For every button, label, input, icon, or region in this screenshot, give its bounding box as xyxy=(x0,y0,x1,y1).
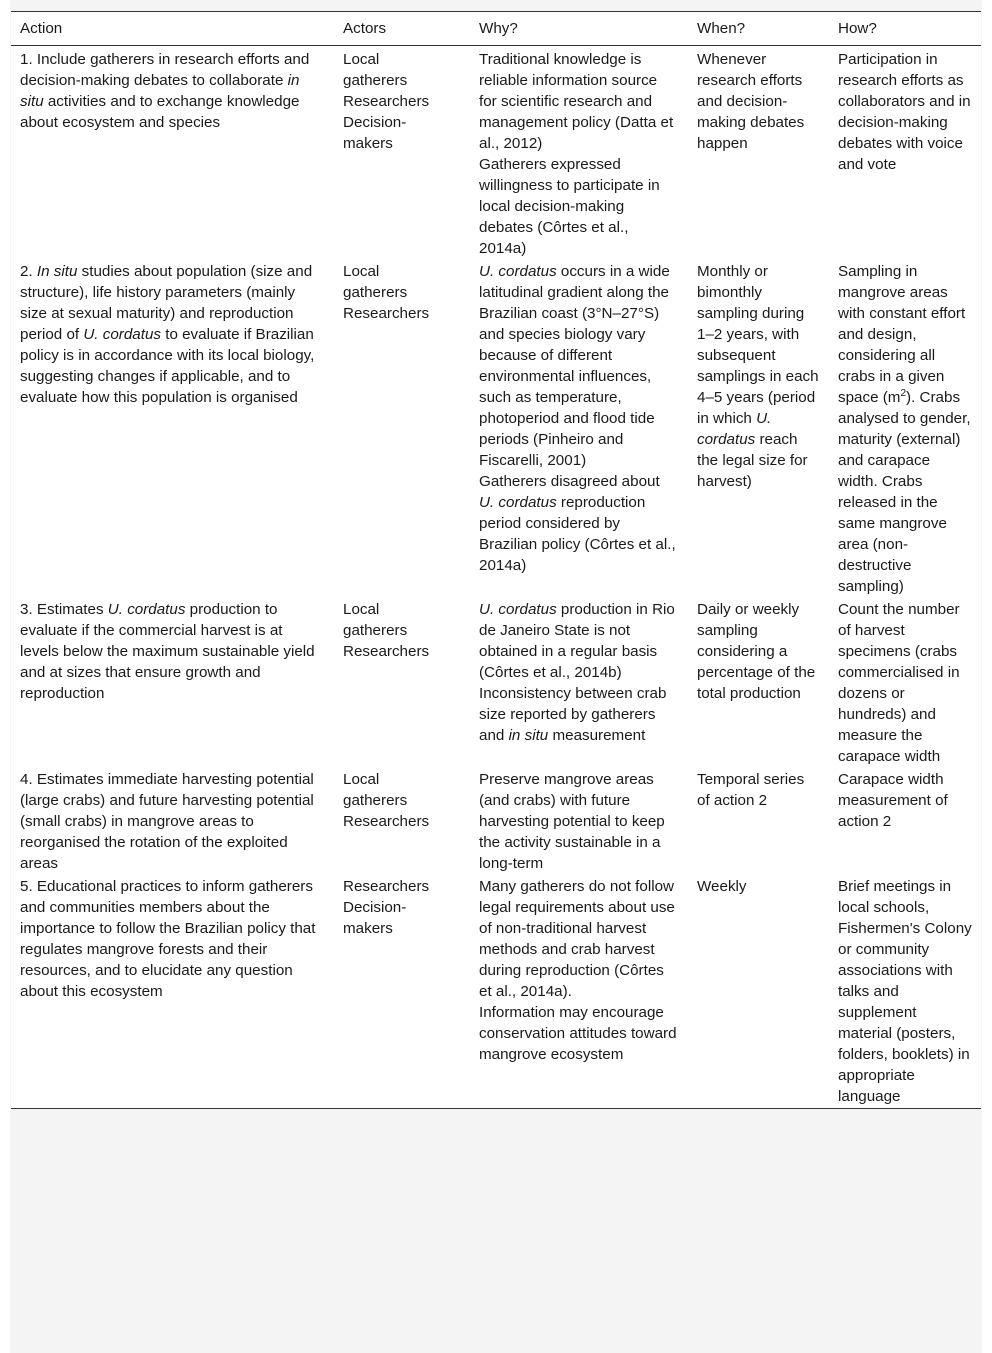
table-row xyxy=(11,260,981,598)
header-when: When? xyxy=(688,12,829,46)
cell-when: Temporal series of action 2 xyxy=(697,771,805,809)
header-actors: Actors xyxy=(334,12,470,46)
cell-actors: Local gatherers Researchers xyxy=(343,771,430,830)
cell-actors: Local gatherers Researchers Decision- makers xyxy=(343,51,430,152)
cell-when: Monthly or bimonthly sampling during 1–2 years, with subsequent samplings in each 4–5 years (period in which U. cordatus reach the legal size for harvest) xyxy=(697,263,819,490)
cell-when: Daily or weekly sampling considering a percentage of the total production xyxy=(697,601,816,702)
header-action: Action xyxy=(11,12,334,46)
header-row xyxy=(11,12,981,46)
cell-actors: Local gatherers Researchers xyxy=(343,601,430,660)
cell-action: 1. Include gatherers in research efforts and decision-making debates to collaborate in situ activities and to exchange knowledge about ecosystem and species xyxy=(20,51,310,131)
cell-why: Many gatherers do not follow legal requirements about use of non-traditional harvest methods and crab harvest during reproduction (Côrtes et al., 2014a). Information may encourage conservation attitudes toward mangrove ecosystem xyxy=(470,875,688,1109)
cell-actors: Researchers Decision- makers xyxy=(334,875,470,1109)
table-row xyxy=(11,46,981,261)
table-row xyxy=(11,875,981,1109)
cell-actors: Local gatherers Researchers xyxy=(343,263,430,322)
cell-action: 4. Estimates immediate harvesting potential (large crabs) and future harvesting potential (small crabs) in mangrove areas to reorganised the rotation of the exploited areas xyxy=(20,771,314,872)
cell-how: Carapace width measurement of action 2 xyxy=(838,771,948,830)
cell-how: Count the number of harvest specimens (crabs commercialised in dozens or hundreds) and measure the carapace width xyxy=(838,601,960,765)
actions-table xyxy=(11,11,981,1109)
cell-how: Participation in research efforts as collaborators and in decision-making debates with voice and vote xyxy=(838,51,971,173)
header-why: Why? xyxy=(470,12,688,46)
cell-how: Sampling in mangrove areas with constant effort and design, considering all crabs in a given space $(m^2)$. Crabs analysed to gender, maturity (external) and carapace width. Crabs released in the same mangrove area (non-destructive sampling) xyxy=(838,263,971,595)
cell-why: U. cordatus production in Rio de Janeiro State is not obtained in a regular basis (Côrtes et al., 2014b) Inconsistency between crab size reported by gatherers and in situ measurement xyxy=(479,601,675,744)
cell-why: U. cordatus occurs in a wide latitudinal gradient along the Brazilian coast (3°N–27°S) and species biology vary because of different environmental influences, such as temperature, photoperiod and flood tide periods (Pinheiro and Fiscarelli, 2001) Gatherers disagreed about U. cordatus reproduction period considered by Brazilian policy (Côrtes et al., 2014a) xyxy=(479,263,676,574)
cell-action: 3. Estimates U. cordatus production to evaluate if the commercial harvest is at levels below the maximum sustainable yield and at sizes that ensure growth and reproduction xyxy=(20,601,315,702)
cell-why: Preserve mangrove areas (and crabs) with future harvesting potential to keep the activity sustainable in a long-term xyxy=(479,771,665,872)
cell-action: 2. In situ studies about population (size and structure), life history parameters (mainly size at sexual maturity) and reproduction period of U. cordatus to evaluate if Brazilian policy is in accordance with its local biology, suggesting changes if applicable, and to evaluate how this population is organised xyxy=(20,263,315,406)
cell-when: Weekly xyxy=(688,875,829,1109)
table-row xyxy=(11,768,981,875)
cell-when: Whenever research efforts and decision-making debates happen xyxy=(697,51,805,152)
table-row xyxy=(11,598,981,768)
cell-why: Traditional knowledge is reliable information source for scientific research and management policy (Datta et al., 2012) Gatherers expressed willingness to participate in local decision-making debates (Côrtes et al., 2014a) xyxy=(479,51,674,257)
cell-action: 5. Educational practices to inform gatherers and communities members about the importance to follow the Brazilian policy that regulates mangrove forests and their resources, and to elucidate any question about this ecosystem xyxy=(11,875,334,1109)
header-how: How? xyxy=(829,12,981,46)
cell-how: Brief meetings in local schools, Fishermen's Colony or community associations with talks and supplement material (posters, folders, booklets) in appropriate language xyxy=(829,875,981,1109)
